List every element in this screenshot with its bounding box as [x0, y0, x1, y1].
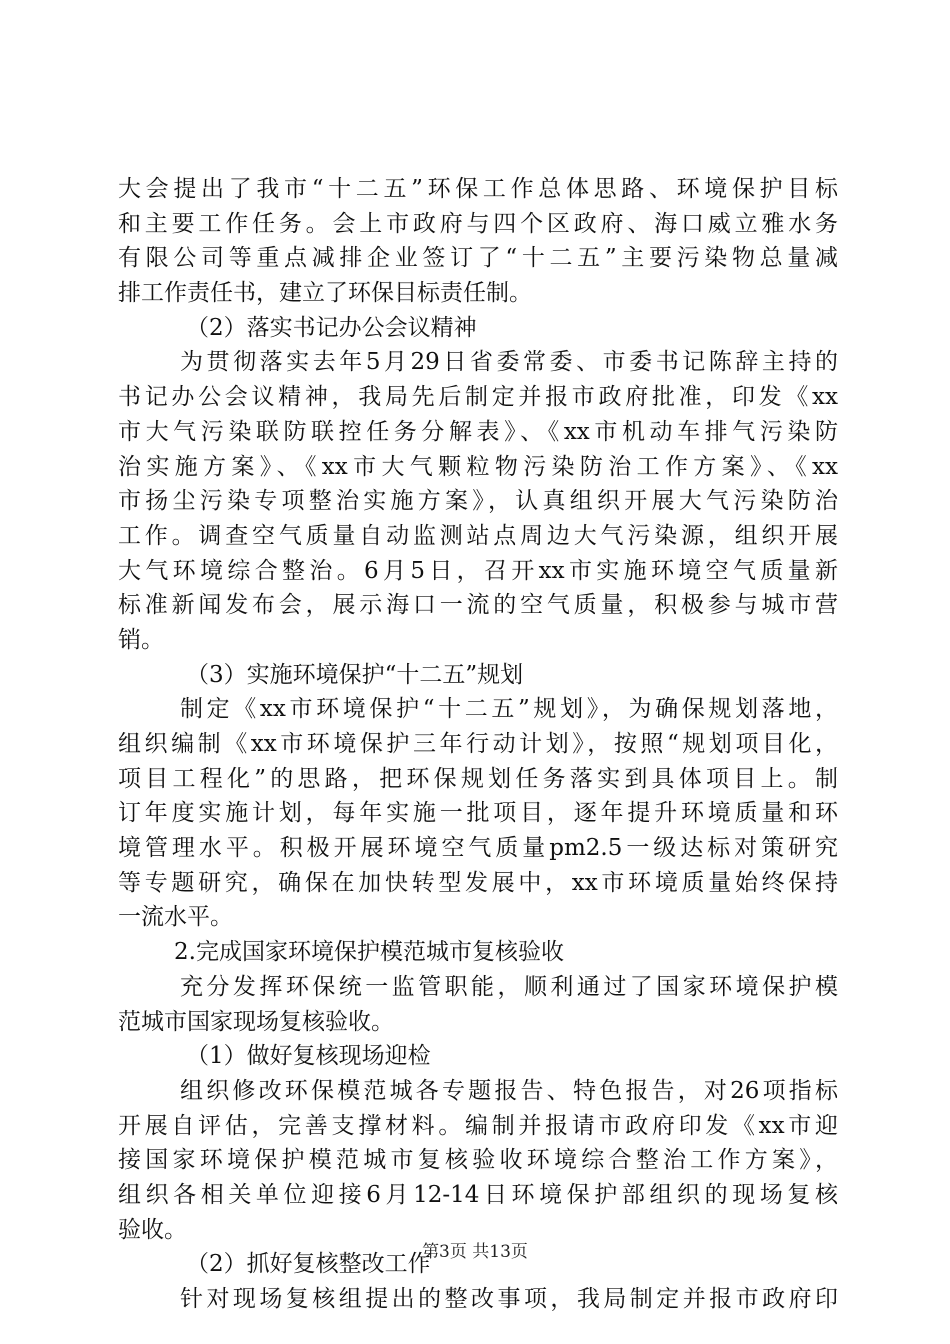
text-line: 市扬尘污染专项整治实施方案》，认真组织开展大气污染防治: [118, 488, 838, 515]
text-line: 有限公司等重点减排企业签订了“十二五”主要污染物总量减: [118, 245, 838, 272]
text-line: 针对现场复核组提出的整改事项，我局制定并报市政府印: [180, 1286, 838, 1312]
text-line: 大会提出了我市“十二五”环保工作总体思路、环境保护目标: [118, 176, 838, 202]
document-body: [118, 172, 838, 1317]
text-line: 开展自评估，完善支撑材料。编制并报请市政府印发《xx市迎: [118, 1112, 838, 1139]
text-line: 治实施方案》、《xx市大气颗粒物污染防治工作方案》、《xx: [118, 453, 838, 480]
text-line: 订年度实施计划，每年实施一批项目，逐年提升环境质量和环: [118, 800, 838, 827]
section-heading: （3）实施环境保护“十二五”规划: [186, 661, 524, 688]
text-line: 充分发挥环保统一监管职能，顺利通过了国家环境保护模: [180, 973, 838, 1000]
section-heading: （1）做好复核现场迎检: [186, 1043, 431, 1070]
text-line: 和主要工作任务。会上市政府与四个区政府、海口威立雅水务: [118, 210, 838, 237]
page-footer: 第3页 共13页: [422, 1242, 528, 1262]
text-line: 组织修改环保模范城各专题报告、特色报告，对26项指标: [180, 1077, 838, 1104]
section-heading: （2）落实书记办公会议精神: [186, 314, 477, 341]
text-line: 市大气污染联防联控任务分解表》、《xx市机动车排气污染防: [118, 418, 838, 445]
section-heading: 2.完成国家环境保护模范城市复核验收: [174, 939, 564, 966]
text-line: 组织各相关单位迎接6月12-14日环境保护部组织的现场复核: [118, 1181, 838, 1208]
text-line: 制定《xx市环境保护“十二五”规划》，为确保规划落地，: [180, 696, 838, 723]
text-line: 工作。调查空气质量自动监测站点周边大气污染源，组织开展: [118, 522, 838, 549]
text-line: 接国家环境保护模范城市复核验收环境综合整治工作方案》，: [118, 1147, 838, 1174]
text-line: 等专题研究，确保在加快转型发展中，xx市环境质量始终保持: [118, 869, 838, 896]
text-line: 标准新闻发布会，展示海口一流的空气质量，积极参与城市营: [118, 592, 838, 619]
text-line: 书记办公会议精神，我局先后制定并报市政府批准，印发《xx: [118, 384, 838, 411]
text-line: 范城市国家现场复核验收。: [118, 1008, 394, 1035]
text-line: 排工作责任书，建立了环保目标责任制。: [118, 280, 532, 307]
text-line: 销。: [118, 626, 164, 653]
text-line: 境管理水平。积极开展环境空气质量pm2.5一级达标对策研究: [118, 835, 838, 862]
text-line: 项目工程化”的思路，把环保规划任务落实到具体项目上。制: [118, 765, 838, 792]
text-line: 验收。: [118, 1216, 187, 1243]
text-line: 为贯彻落实去年5月29日省委常委、市委书记陈辞主持的: [180, 349, 838, 376]
section-heading: （2）抓好复核整改工作: [186, 1251, 431, 1278]
text-line: 一流水平。: [118, 904, 233, 931]
text-line: 组织编制《xx市环境保护三年行动计划》，按照“规划项目化，: [118, 731, 838, 757]
text-line: 大气环境综合整治。6月5日，召开xx市实施环境空气质量新: [118, 557, 838, 584]
